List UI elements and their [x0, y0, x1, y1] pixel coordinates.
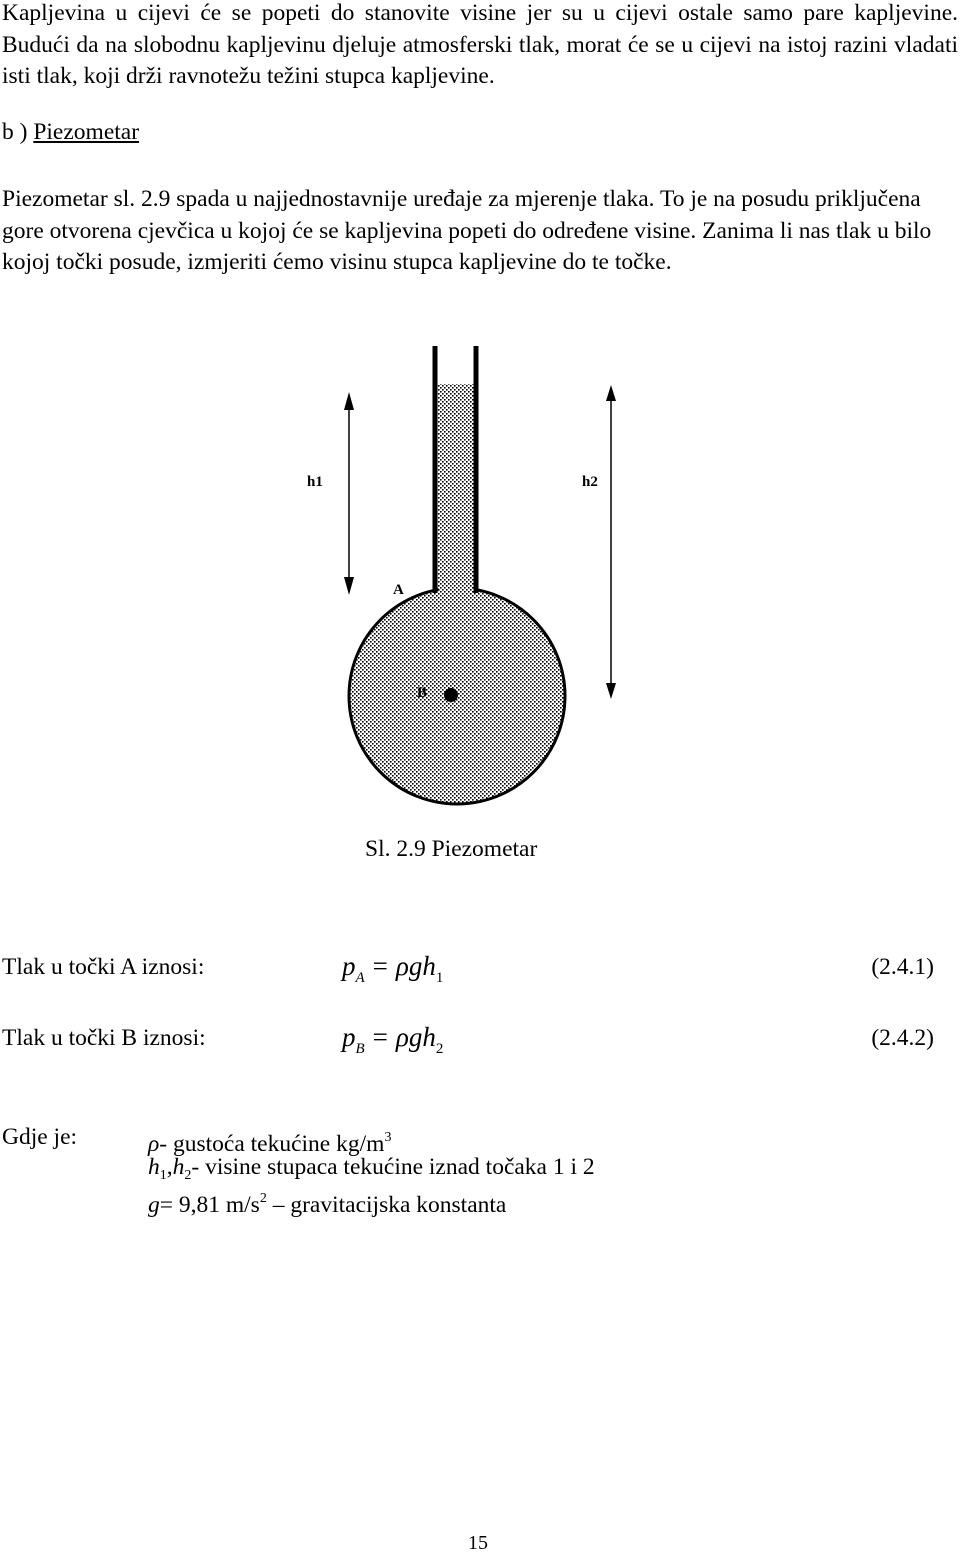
definition-g-text: = 9,81 m/s — [159, 1192, 260, 1218]
equation-2-point: B — [355, 1041, 365, 1057]
equation-2-index: 2 — [435, 1041, 444, 1057]
equation-1-rho: ρ — [395, 951, 409, 981]
definition-h-text: - visine stupaca tekućine iznad točaka 1 i 2 — [191, 1154, 595, 1180]
section-heading — [2, 117, 139, 148]
definition-g — [148, 1183, 506, 1221]
intro-paragraph: Kapljevina u cijevi će se popeti do stanovite visine jer su u cijevi ostale samo pare kapljevine. Budući da na slobodnu kapljevinu djeluje atmosferski tlak, morat će se u cijevi na istoj razini vladati isti tlak, koji drži ravnotežu težini stupca kapljevine. — [2, 0, 958, 89]
equation-1-point: A — [355, 970, 365, 986]
label-point-a: A — [393, 582, 404, 598]
definition-h2-symbol: h — [172, 1154, 185, 1180]
label-point-b: B — [417, 685, 428, 701]
definitions-label: Gdje je: — [2, 1124, 78, 1150]
label-h2: h2 — [582, 474, 598, 490]
equation-2-number: (2.4.2) — [871, 1025, 934, 1051]
definition-rho-text: - gustoća tekućine kg/m — [159, 1131, 385, 1157]
label-h1: h1 — [307, 474, 323, 490]
definition-g-exp: 2 — [259, 1191, 267, 1206]
equation-1-p: p — [342, 951, 356, 981]
description-paragraph: Piezometar sl. 2.9 spada u najjednostavnije uređaje za mjerenje tlaka. To je na posudu priključena gore otvorena cjevčica u kojoj će se kapljevina popeti do određene visine. Zanima li nas tlak u bilo kojoj točki posude, izmjeriti ćemo visinu stupca kapljevine do te točke. — [2, 186, 932, 275]
page-number: 15 — [468, 1532, 488, 1554]
equation-1-label: Tlak u točki A iznosi: — [2, 954, 205, 980]
figure-caption: Sl. 2.9 Piezometar — [365, 836, 538, 862]
definition-h2-sub: 2 — [184, 1168, 192, 1183]
definition-h-comma: , — [166, 1154, 173, 1180]
definition-rho-symbol: ρ — [148, 1131, 160, 1157]
definition-h1-sub: 1 — [159, 1168, 167, 1183]
definition-g-symbol: g — [148, 1192, 160, 1218]
h1-arrow — [344, 392, 354, 595]
equation-2-rho: ρ — [395, 1022, 409, 1052]
equation-1-equals: = — [372, 951, 388, 981]
equation-2 — [342, 1021, 443, 1065]
equation-2-label: Tlak u točki B iznosi: — [2, 1025, 206, 1051]
definition-g-tail: – gravitacijska konstanta — [266, 1192, 507, 1218]
equation-2-p: p — [342, 1022, 356, 1052]
point-b-marker — [444, 688, 458, 702]
definition-rho-exp: 3 — [384, 1130, 392, 1145]
equation-2-h: h — [422, 1022, 436, 1052]
definition-h1-symbol: h — [148, 1154, 160, 1180]
equation-1-g: g — [408, 951, 423, 981]
equation-1-index: 1 — [435, 970, 444, 986]
h2-arrow — [606, 385, 616, 699]
equation-1 — [342, 950, 443, 994]
section-title: Piezometar — [33, 119, 140, 145]
piezometer-diagram — [300, 343, 620, 813]
equation-2-equals: = — [372, 1022, 388, 1052]
equation-1-h: h — [422, 951, 436, 981]
equation-2-g: g — [408, 1022, 423, 1052]
section-prefix: b ) — [2, 119, 28, 145]
equation-1-number: (2.4.1) — [871, 954, 934, 980]
